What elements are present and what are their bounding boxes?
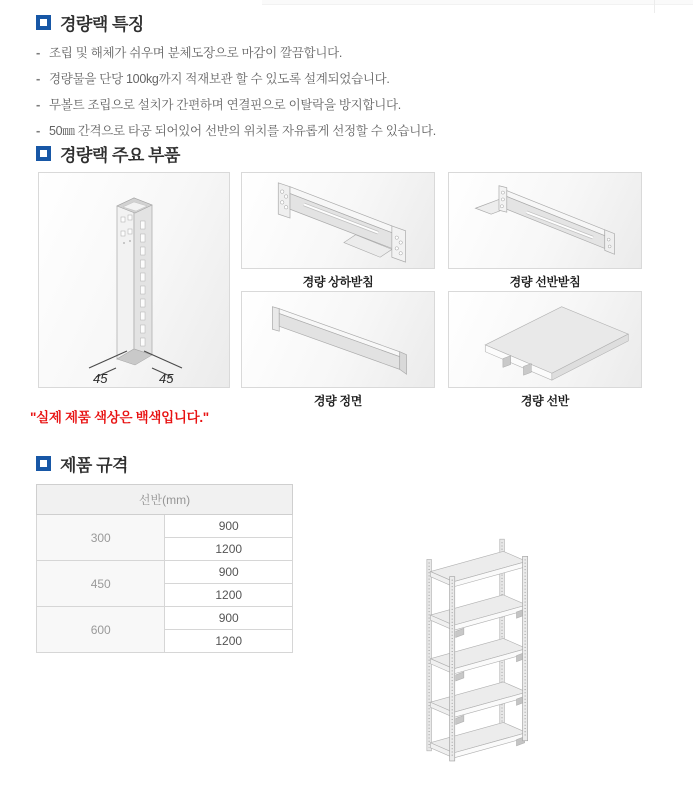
part-caption: 경량 선반 bbox=[520, 394, 570, 408]
spec-width-cell: 900 bbox=[165, 607, 293, 630]
upright-post-drawing bbox=[39, 173, 229, 387]
blue-square-bullet-icon bbox=[36, 146, 51, 161]
feature-text: 경량물을 단당 100kg까지 적재보관 할 수 있도록 설계되었습니다. bbox=[49, 72, 390, 86]
part-image-front-beam bbox=[241, 291, 435, 388]
spec-width-cell: 900 bbox=[165, 561, 293, 584]
feature-item bbox=[36, 39, 666, 65]
top-strip bbox=[262, 0, 693, 5]
parts-section-header bbox=[36, 141, 180, 166]
part-image-shelf-support bbox=[448, 172, 642, 269]
spec-depth-cell: 450 bbox=[37, 561, 165, 607]
post-figure bbox=[38, 172, 230, 388]
spec-width-cell: 1200 bbox=[165, 584, 293, 607]
feature-list bbox=[36, 39, 666, 143]
part-card bbox=[448, 172, 642, 289]
part-caption: 경량 상하받침 bbox=[302, 275, 374, 289]
part-image-top-bottom-support bbox=[241, 172, 435, 269]
parts-title: 경량랙 주요 부품 bbox=[60, 146, 180, 165]
feature-text: 50㎜ 간격으로 타공 되어있어 선반의 위치를 자유롭게 선정할 수 있습니다. bbox=[49, 124, 436, 138]
spec-depth-cell: 300 bbox=[37, 515, 165, 561]
color-notice: "실제 제품 색상은 백색입니다." bbox=[30, 410, 209, 425]
features-section-header bbox=[36, 10, 144, 35]
feature-item bbox=[36, 91, 666, 117]
part-card bbox=[448, 291, 642, 408]
part-card bbox=[241, 291, 435, 408]
dash-bullet-icon: - bbox=[36, 44, 41, 60]
specs-title: 제품 규격 bbox=[60, 456, 128, 475]
feature-item bbox=[36, 65, 666, 91]
feature-text: 조립 및 해체가 쉬우며 분체도장으로 마감이 깔끔합니다. bbox=[49, 46, 343, 60]
blue-square-bullet-icon bbox=[36, 15, 51, 30]
dash-bullet-icon: - bbox=[36, 122, 41, 138]
spec-width-cell: 1200 bbox=[165, 538, 293, 561]
spec-depth-cell: 600 bbox=[37, 607, 165, 653]
dash-bullet-icon: - bbox=[36, 96, 41, 112]
part-caption: 경량 정면 bbox=[313, 394, 363, 408]
dash-bullet-icon: - bbox=[36, 70, 41, 86]
feature-text: 무볼트 조립으로 설치가 간편하며 연결핀으로 이탈락을 방지합니다. bbox=[49, 98, 401, 112]
dim-label-left: 45 bbox=[93, 371, 108, 386]
blue-square-bullet-icon bbox=[36, 456, 51, 471]
specs-section-header bbox=[36, 451, 128, 476]
dim-label-right: 45 bbox=[159, 371, 174, 386]
top-tick-line bbox=[654, 0, 655, 13]
spec-width-cell: 900 bbox=[165, 515, 293, 538]
part-card bbox=[241, 172, 435, 289]
feature-item bbox=[36, 117, 666, 143]
spec-table bbox=[36, 484, 293, 653]
features-title: 경량랙 특징 bbox=[60, 15, 144, 34]
rack-illustration bbox=[410, 526, 544, 764]
part-image-shelf-panel bbox=[448, 291, 642, 388]
spec-width-cell: 1200 bbox=[165, 630, 293, 653]
part-caption: 경량 선반받침 bbox=[509, 275, 581, 289]
spec-table-header: 선반(mm) bbox=[37, 485, 293, 515]
